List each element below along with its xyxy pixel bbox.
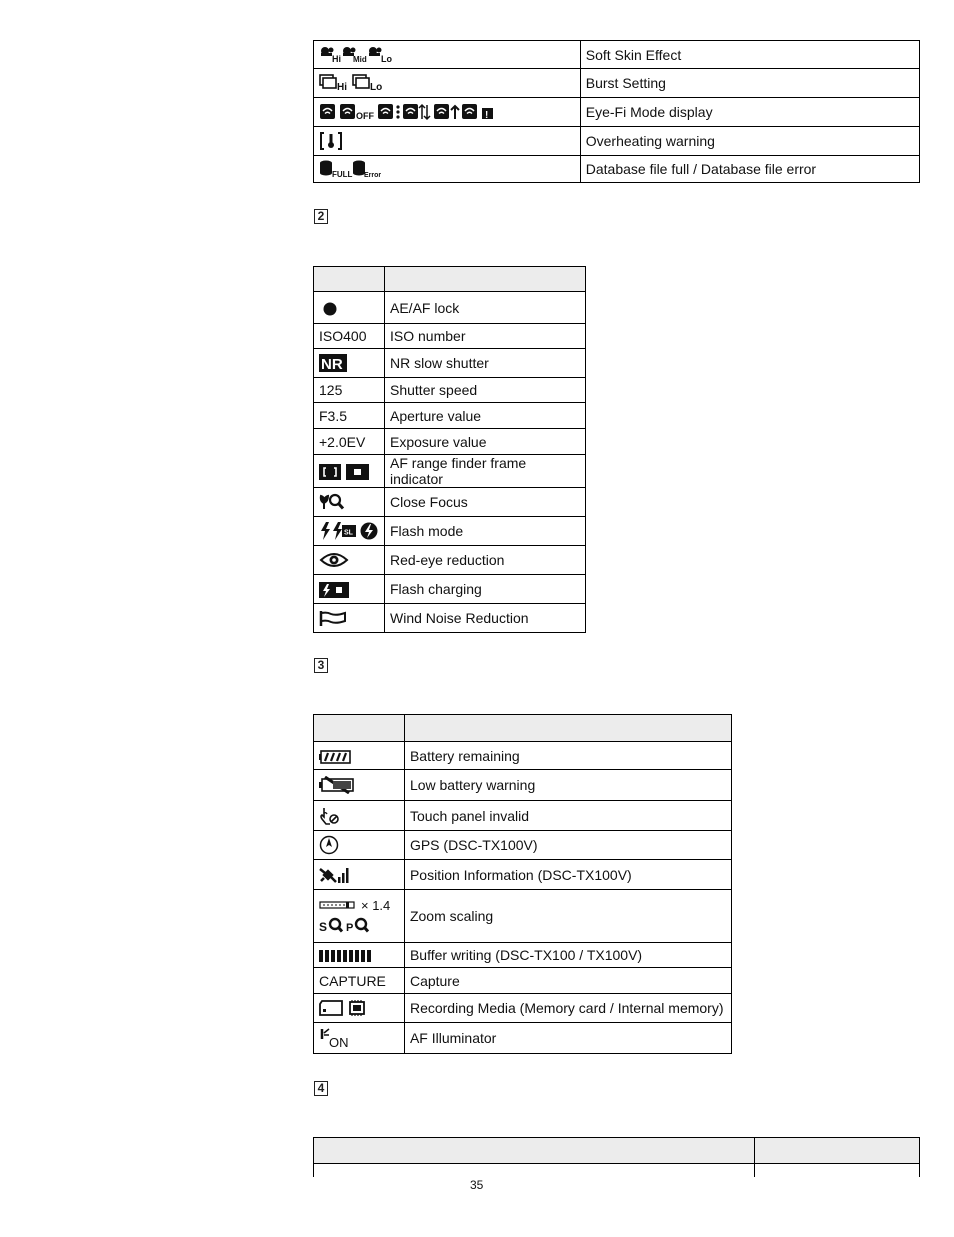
description-cell: Flash charging (385, 575, 586, 604)
table-row (314, 831, 732, 860)
description-cell: Close Focus (385, 488, 586, 517)
display-value-cell: ISO400 (314, 324, 385, 349)
table-row (314, 349, 586, 378)
af-frame-indicator-icon (319, 464, 369, 480)
table-row (314, 429, 586, 455)
svg-text:OFF: OFF (356, 111, 374, 122)
table-row (314, 968, 732, 994)
soft-skin-effect-icon (319, 45, 395, 65)
flash-charging-icon (319, 582, 349, 598)
wind-noise-reduction-icon (319, 609, 347, 627)
table-row (314, 604, 586, 633)
table-row (314, 156, 920, 183)
battery-icon (319, 750, 351, 764)
table-row (314, 546, 586, 575)
description-cell: Shutter speed (385, 378, 586, 403)
description-cell: Buffer writing (DSC-TX100 / TX100V) (404, 943, 731, 968)
overheating-icon (319, 131, 343, 151)
description-cell: Zoom scaling (404, 890, 731, 943)
af-illuminator-icon (319, 1027, 357, 1049)
table-row (314, 98, 920, 127)
table-row (314, 994, 732, 1023)
description-cell: Recording Media (Memory card / Internal memory) (404, 994, 731, 1023)
svg-text:SL: SL (344, 529, 353, 537)
table-row (314, 801, 732, 831)
table-header-row (314, 715, 732, 742)
description-cell: AF Illuminator (404, 1023, 731, 1054)
table-row (314, 943, 732, 968)
description-cell: Soft Skin Effect (580, 41, 919, 69)
table-row (314, 742, 732, 770)
close-focus-icon (319, 493, 345, 511)
table-row (314, 488, 586, 517)
display-value-cell: F3.5 (314, 403, 385, 429)
svg-text:Lo: Lo (381, 53, 392, 64)
table-header-row (314, 267, 586, 292)
zoom-scale-icon (319, 915, 379, 935)
touch-panel-invalid-icon (319, 806, 341, 826)
display-icons-table-1 (313, 40, 920, 183)
table-row (314, 403, 586, 429)
database-file-icon (319, 159, 383, 179)
description-cell: Position Information (DSC-TX100V) (404, 860, 731, 890)
description-cell: Database file full / Database file error (580, 156, 919, 183)
description-cell: AE/AF lock (385, 292, 586, 324)
section-marker-2: 2 (314, 209, 328, 224)
table-row (314, 127, 920, 156)
low-battery-icon (319, 776, 355, 794)
description-cell: Low battery warning (404, 770, 731, 801)
description-cell: Exposure value (385, 429, 586, 455)
table-row (314, 860, 732, 890)
table-row (314, 455, 586, 488)
table-row (314, 378, 586, 403)
svg-text:Hi: Hi (337, 82, 347, 93)
flash-mode-icon (319, 521, 379, 541)
svg-text:S: S (319, 919, 328, 934)
table-row (314, 324, 586, 349)
svg-text:!: ! (485, 110, 489, 122)
description-cell: Flash mode (385, 517, 586, 546)
red-eye-icon (319, 551, 349, 569)
description-cell: Wind Noise Reduction (385, 604, 586, 633)
svg-text:P: P (346, 921, 354, 934)
svg-text:ON: ON (329, 1035, 349, 1049)
svg-text:NR: NR (321, 356, 343, 373)
svg-text:Lo: Lo (370, 82, 383, 93)
description-cell: GPS (DSC-TX100V) (404, 831, 731, 860)
description-cell: Capture (404, 968, 731, 994)
table-row (314, 575, 586, 604)
zoom-value: × 1.4 (361, 897, 391, 913)
table-header-row (314, 1138, 920, 1164)
description-cell: Burst Setting (580, 69, 919, 98)
description-cell: Eye-Fi Mode display (580, 98, 919, 127)
table-row (314, 890, 732, 943)
display-icons-table-2 (313, 266, 586, 633)
gps-icon (319, 835, 339, 855)
description-cell: Battery remaining (404, 742, 731, 770)
description-cell: AF range finder frame indicator (385, 455, 586, 488)
table-row (314, 1023, 732, 1054)
position-information-icon (319, 865, 351, 885)
svg-text:Mid: Mid (353, 54, 367, 64)
table-row (314, 517, 586, 546)
table-row (314, 69, 920, 98)
section-marker-4: 4 (314, 1081, 328, 1096)
section-marker-3: 3 (314, 658, 328, 673)
page-number: 35 (470, 1178, 484, 1192)
description-cell: Red-eye reduction (385, 546, 586, 575)
description-cell: Touch panel invalid (404, 801, 731, 831)
buffer-writing-icon (319, 950, 371, 962)
display-value-cell: CAPTURE (314, 968, 405, 994)
display-value-cell: 125 (314, 378, 385, 403)
table-row (314, 41, 920, 69)
recording-media-icon (319, 999, 367, 1017)
svg-text:FULL: FULL (332, 170, 353, 179)
zoom-bar-icon (319, 901, 355, 909)
burst-setting-icon (319, 74, 385, 92)
svg-text:Hi: Hi (332, 53, 341, 64)
description-cell: Overheating warning (580, 127, 919, 156)
table-row (314, 292, 586, 324)
description-cell: NR slow shutter (385, 349, 586, 378)
display-value-cell: +2.0EV (314, 429, 385, 455)
display-icons-table-3 (313, 714, 732, 1054)
svg-text:Error: Error (364, 172, 382, 179)
table-row (314, 770, 732, 801)
description-cell: Aperture value (385, 403, 586, 429)
nr-slow-shutter-icon (319, 354, 347, 372)
description-cell: ISO number (385, 324, 586, 349)
ae-af-lock-icon (319, 299, 337, 317)
eye-fi-icon (319, 103, 497, 121)
